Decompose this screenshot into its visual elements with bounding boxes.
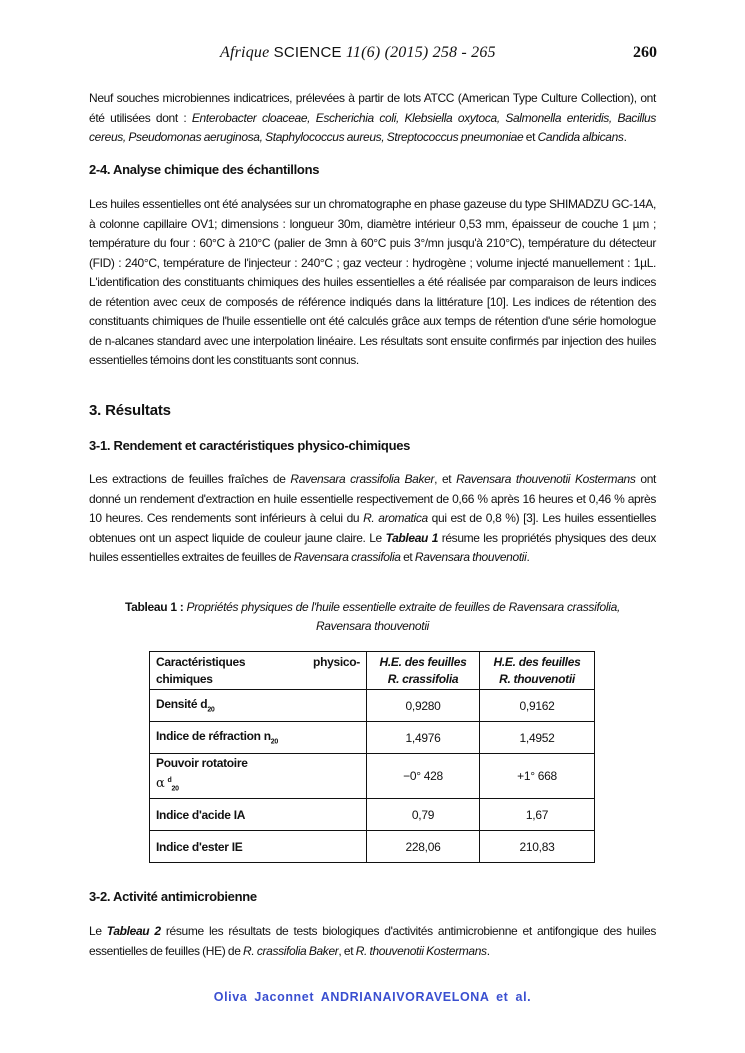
cell-value: 1,67 [480,799,595,831]
header-crassifolia: H.E. des feuilles R. crassifolia [367,652,480,690]
cell-value: 228,06 [367,831,480,863]
author-footer: Oliva Jaconnet ANDRIANAIVORAVELONA et al. [213,990,532,1004]
cell-value: +1° 668 [480,754,595,799]
cell-value: 1,4976 [367,722,480,754]
paragraph-activity: Le Tableau 2 résume les résultats de tests biologiques d'activités antimicrobienne et antifongique des huiles essentielles de feuilles (HE) de R. crassifolia Baker, et R. thouvenotii Kostermans. [89,924,656,958]
properties-table [149,651,595,863]
section-heading-3-2: 3-2. Activité antimicrobienne [89,889,257,904]
table-header-row [150,652,595,690]
running-header [0,44,745,66]
cell-value: −0° 428 [367,754,480,799]
row-label: Densité $d_{20}$ [150,690,367,722]
row-label: Indice d'acide IA [150,799,367,831]
cell-value: 0,9280 [367,690,480,722]
section-heading-3: 3. Résultats [89,402,171,419]
table-row [150,722,595,754]
header-characteristics: Caractéristiques physico- chimiques [150,652,367,690]
row-label: Indice d'ester IE [150,831,367,863]
row-label: Pouvoir rotatoire α $^d_{20}$ [150,754,367,799]
table-row [150,754,595,799]
table-row [150,799,595,831]
paragraph-strains: Neuf souches microbiennes indicatrices, prélevées à partir de lots ATCC (American Type Culture Collection), ont été utilisées dont : Enterobacter cloaceae, Escherichia coli, Klebsiella oxytoca, Salmonella enteridis, Bacillus cereus, Pseudomonas aeruginosa, Staphylococcus aureus, Streptococcus pneumoniae et Candida albicans. [89,91,656,144]
section-heading-3-1: 3-1. Rendement et caractéristiques physico-chimiques [89,438,411,453]
paragraph-yield: Les extractions de feuilles fraîches de Ravensara crassifolia Baker, et Ravensara thouvenotii Kostermans ont donné un rendement d'extraction en huile essentielle respectivement de 0,66 % après 16 heures et 0,46 % après 10 heures. Ces rendements sont inférieurs à celui du R. aromatica qui est de 0,8 %) [3]. Les huiles essentielles obtenues ont un aspect liquide de couleur jaune claire. Le Tableau 1 résume les propriétés physiques des deux huiles essentielles extraites de feuilles de Ravensara crassifolia et Ravensara thouvenotii. [89,472,656,564]
table-caption: Tableau 1 : Propriétés physiques de l'huile essentielle extraite de feuilles de Ravensara crassifolia, Ravensara thouvenotii [124,600,621,633]
paragraph-analysis: Les huiles essentielles ont été analysées sur un chromatographe en phase gazeuse du type SHIMADZU GC-14A, à colonne capillaire OV1; dimensions : longueur 30m, diamètre intérieur 0,53 mm, épaisseur de couche 1 µm ; température du four : 60°C à 210°C (palier de 3mn à 60°C puis 3°/mn jusqu'à 210°C), température du détecteur (FID) : 240°C, température de l'injecteur : 240°C ; gaz vecteur : hydrogène ; volume injecté manuellement : 1µL. L'identification des constituants chimiques des huiles essentielles a été réalisée par comparaison de leurs indices de rétention avec ceux de composés de référence indiqués dans la littérature [10]. Les indices de rétention des constituants chimiques de l'huile essentielle ont été calculés grâce aux temps de rétention d'une série homologue de n-alcanes standard avec une interpolation linéaire. Les résultats sont ensuite confirmés par injection des huiles essentielles témoins dont les constituants sont connus. [89,197,656,367]
cell-value: 210,83 [480,831,595,863]
cell-value: 1,4952 [480,722,595,754]
cell-value: 0,79 [367,799,480,831]
table-row [150,690,595,722]
cell-value: 0,9162 [480,690,595,722]
row-label: Indice de réfraction $n_{20}$ [150,722,367,754]
table-row [150,831,595,863]
page-number: 260 [633,44,657,61]
journal-reference: Afrique SCIENCE 11(6) (2015) 258 - 265 [220,44,496,61]
section-heading-2-4: 2-4. Analyse chimique des échantillons [89,162,320,177]
header-thouvenotii: H.E. des feuilles R. thouvenotii [480,652,595,690]
